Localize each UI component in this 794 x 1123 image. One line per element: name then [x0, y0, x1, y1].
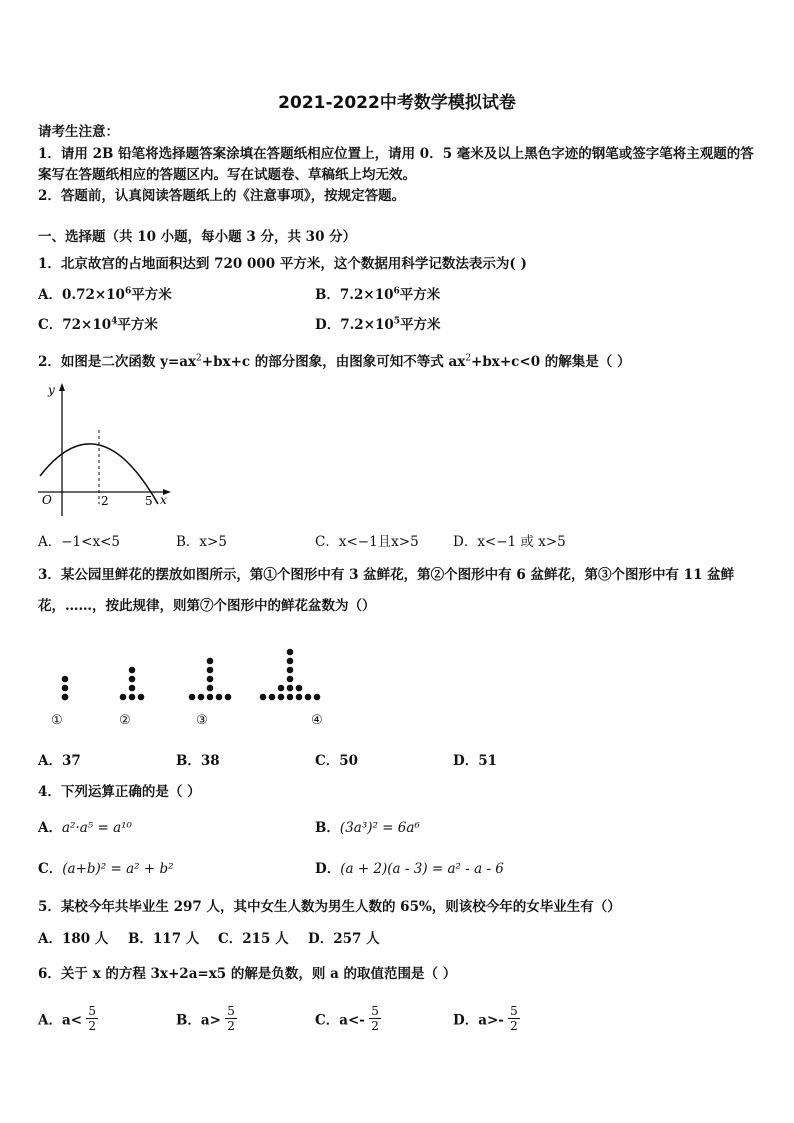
fraction-five-halves: $\frac{5}{2}$: [227, 1004, 235, 1033]
q1-option-c[interactable]: C．$72\times 10^4$平方米: [38, 316, 158, 333]
flower-dot: [62, 676, 69, 683]
fraction-five-halves: $\frac{5}{2}$: [510, 1004, 518, 1033]
q2-option-a[interactable]: A．−1<x<5: [38, 534, 120, 550]
flower-dot: [314, 694, 321, 701]
q2-option-c[interactable]: C．x<−1且x>5: [315, 534, 419, 550]
fraction-five-halves: $\frac{5}{2}$: [371, 1004, 379, 1033]
q1-option-d[interactable]: D．$7.2\times 10^5$平方米: [315, 316, 441, 333]
q4-option-c[interactable]: C．(a+b)² = a² + b²: [38, 861, 174, 877]
flower-dot: [62, 694, 69, 701]
flower-dot: [287, 649, 294, 656]
q1-option-a[interactable]: A．$0.72\times 10^6$平方米: [38, 286, 172, 303]
y-axis-label: y: [48, 383, 55, 397]
origin-label: O: [42, 493, 52, 507]
q3-option-d[interactable]: D．51: [453, 753, 497, 769]
q6-option-d[interactable]: D．a>- $\frac{5}{2}$: [453, 1004, 518, 1033]
q4-option-d[interactable]: D．(a + 2)(a - 3) = a² - a - 6: [315, 861, 504, 877]
flower-dot: [225, 694, 232, 701]
flower-dot: [198, 694, 205, 701]
figure-label-2: ②: [119, 713, 131, 728]
flower-dot: [269, 694, 276, 701]
parabola-graph: [34, 380, 174, 520]
figure-3-dots: [189, 658, 232, 701]
q5-option-b[interactable]: B．117 人: [128, 931, 200, 947]
section-heading: 一、选择题（共 10 小题，每小题 3 分，共 30 分）: [38, 229, 357, 245]
flower-dot: [287, 676, 294, 683]
flower-dot: [296, 685, 303, 692]
flower-dot: [305, 694, 312, 701]
fraction-five-halves: $\frac{5}{2}$: [88, 1004, 96, 1033]
q5-option-c[interactable]: C．215 人: [218, 931, 289, 947]
q2-option-d[interactable]: D．x<−1 或 x>5: [453, 534, 566, 550]
flower-dot: [62, 685, 69, 692]
q2-option-b[interactable]: B．x>5: [176, 534, 227, 550]
flower-dot: [129, 676, 136, 683]
flower-dot: [260, 694, 267, 701]
q3-option-c[interactable]: C．50: [315, 753, 359, 769]
figure-1-dots: [62, 676, 69, 701]
q6-option-b[interactable]: B．a> $\frac{5}{2}$: [176, 1004, 235, 1033]
q6-option-a[interactable]: A．a< $\frac{5}{2}$: [38, 1004, 96, 1033]
notice-heading: 请考生注意：: [38, 124, 119, 140]
flower-dot: [207, 658, 214, 665]
q6-option-c[interactable]: C．a<- $\frac{5}{2}$: [315, 1004, 379, 1033]
flower-dot: [287, 694, 294, 701]
flower-dot: [129, 694, 136, 701]
flower-dot: [207, 694, 214, 701]
root-x-label: 5: [145, 494, 153, 508]
figure-4-dots: [260, 649, 321, 701]
question-5-stem: 5．某校今年共毕业生 297 人，其中女生人数为男生人数的 65%，则该校今年的女毕业生有（）: [38, 899, 621, 915]
flower-dot: [216, 694, 223, 701]
page-title: 2021-2022中考数学模拟试卷: [278, 93, 516, 113]
flower-pattern-figures: [40, 615, 350, 715]
vertex-x-label: 2: [101, 494, 109, 508]
q5-option-a[interactable]: A．180 人: [38, 931, 109, 947]
flower-dot: [287, 658, 294, 665]
flower-dot: [129, 667, 136, 674]
flower-dot: [129, 685, 136, 692]
q4-option-a[interactable]: A．a²·a⁵ = a¹⁰: [38, 820, 132, 836]
q4-option-b[interactable]: B．(3a³)² = 6a⁶: [315, 820, 420, 836]
flower-dot: [207, 685, 214, 692]
figure-label-1: ①: [51, 713, 63, 728]
flower-dot: [287, 685, 294, 692]
flower-dot: [120, 694, 127, 701]
flower-dot: [278, 685, 285, 692]
figure-label-3: ③: [196, 713, 208, 728]
notice-item-1-line-2: 案写在答题纸相应的答题区内。写在试题卷、草稿纸上均无效。: [38, 167, 416, 183]
flower-dot: [189, 694, 196, 701]
q3-option-a[interactable]: A．37: [38, 753, 81, 769]
question-3-stem-line-1: 3．某公园里鲜花的摆放如图所示，第①个图形中有 3 盆鲜花，第②个图形中有 6 盆鲜花，第③个图形中有 11 盆鲜: [38, 567, 735, 583]
question-4-stem: 4．下列运算正确的是（ ）: [38, 784, 201, 800]
figure-2-dots: [120, 667, 145, 701]
flower-dot: [296, 694, 303, 701]
notice-item-2: 2．答题前，认真阅读答题纸上的《注意事项》，按规定答题。: [38, 188, 406, 204]
question-1-stem: 1．北京故宫的占地面积达到 720 000 平方米，这个数据用科学记数法表示为( ): [38, 256, 527, 272]
y-axis-arrow: [59, 383, 65, 391]
flower-dot: [207, 667, 214, 674]
flower-dot: [287, 667, 294, 674]
x-axis-label: x: [160, 493, 167, 507]
question-3-stem-line-2: 花，……，按此规律，则第⑦个图形中的鲜花盆数为（）: [38, 598, 376, 614]
question-6-stem: 6．关于 x 的方程 3x+2a=x5 的解是负数，则 a 的取值范围是（ ）: [38, 966, 457, 982]
q3-option-b[interactable]: B．38: [176, 753, 220, 769]
q5-option-d[interactable]: D．257 人: [308, 931, 380, 947]
notice-item-1-line-1: 1．请用 2B 铅笔将选择题答案涂填在答题纸相应位置上，请用 0．5 毫米及以上黑色字迹的钢笔或签字笔将主观题的答: [38, 146, 754, 162]
flower-dot: [207, 676, 214, 683]
figure-label-4: ④: [311, 713, 323, 728]
q1-option-b[interactable]: B．$7.2\times 10^6$平方米: [315, 286, 441, 303]
flower-dot: [138, 694, 145, 701]
flower-dot: [278, 694, 285, 701]
question-2-stem: 2．如图是二次函数 $y=ax^2+bx+c$ 的部分图象，由图象可知不等式 $ax^2+bx+c<0$ 的解集是（ ）: [38, 353, 631, 370]
